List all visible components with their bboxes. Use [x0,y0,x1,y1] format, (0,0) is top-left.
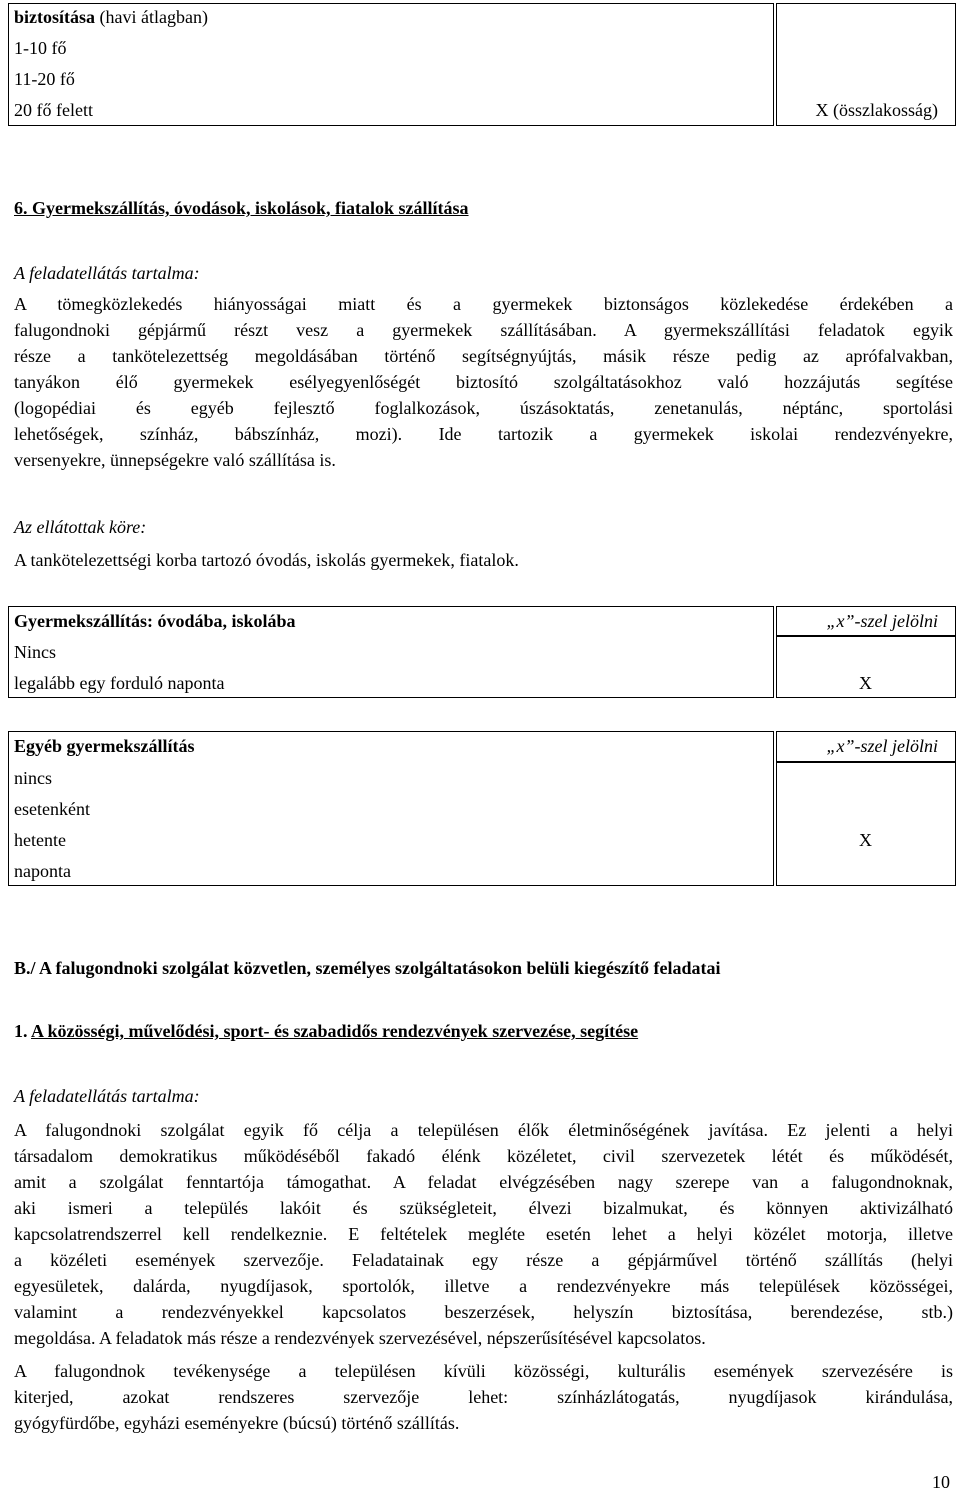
sectionB-p2-line-0: A falugondnok tevékenysége a településen kívüli közösségi, kulturális események szervezésére is [14,1361,953,1381]
sectionB-p1-line-5: a közéleti események szervezője. Feladatainak egy része a gépjárművel történő szállítás (helyi [14,1250,953,1270]
section6-content-label: A feladatellátás tartalma: [14,263,200,283]
sectionB-p1-line-6: egyesületek, dalárda, nyugdíjasok, sportolók, illetve a rendezvényekre más települések közösségei, [14,1276,953,1296]
sectionB-p1-line-2: amit a szolgálat fenntartója támogathat. A feladat elvégzésében nagy szerepe van a falugondnoknak, [14,1172,953,1192]
section6-line-5: lehetőségek, színház, bábszínház, mozi). Ide tartozik a gyermekek iskolai rendezvényekre, [14,424,953,444]
served-label: Az ellátottak köre: [14,517,147,537]
top-table-row-1: 1-10 fő [14,38,67,58]
sectionB-p1-line-7: valamint a rendezvényekkel kapcsolatos beszerzések, helyszín biztosítása, berendezése, stb.) [14,1302,953,1322]
sectionB-subheading [14,1018,638,1044]
top-table-mark: X (összlakosság) [815,100,938,120]
top-table-row-0: biztosítása (havi átlagban) [14,7,208,27]
sectionB-sub-number: 1. [14,1021,28,1041]
sectionB-content-label: A feladatellátás tartalma: [14,1086,200,1106]
transport-table-2-row-3: naponta [14,861,71,881]
section6-line-0: A tömegközlekedés hiányosságai miatt és a gyermekek biztonságos közlekedése érdekében a [14,294,953,314]
section6-line-2: része a tankötelezettség megoldásában történő segítségnyújtás, másik része pedig az aprófalvakban, [14,346,953,366]
sectionB-p2-line-2: gyógyfürdőbe, egyházi eseményekre (búcsú) történő szállítás. [14,1413,460,1433]
transport-table-1-row-1: legalább egy forduló naponta [14,673,225,693]
sectionB-p1-line-8: megoldása. A feladatok más része a rendezvények szervezésével, népszerűsítésével kapcsolatos. [14,1328,706,1348]
transport-table-2-right-bottom [776,762,956,886]
transport-table-1-mark-header: „x”-szel jelölni [826,611,938,631]
transport-table-2-mark-header: „x”-szel jelölni [826,736,938,756]
sectionB-p1-line-0: A falugondnoki szolgálat egyik fő célja a településen élők életminőségének javítása. Ez jelenti a helyi [14,1120,953,1140]
section6-line-3: tanyákon élő gyermekek esélyegyenlőségét biztosító szolgáltatásokhoz való hozzájutás segítése [14,372,953,392]
sectionB-sub-title: A közösségi, művelődési, sport- és szabadidős rendezvények szervezése, segítése [31,1021,639,1041]
sectionB-p1-line-3: aki ismeri a település lakóit és szükségleteit, élvezi bizalmukat, és könnyen aktivizálható [14,1198,953,1218]
transport-table-1-row-0: Nincs [14,642,56,662]
sectionB-heading: B./ A falugondnoki szolgálat közvetlen, személyes szolgáltatásokon belüli kiegészítő feladatai [14,958,721,978]
transport-table-2-row-2: hetente [14,830,66,850]
top-table-row-3: 20 fő felett [14,100,93,120]
transport-table-2-row-1: esetenként [14,799,90,819]
section6-line-1: falugondnoki gépjármű részt vesz a gyermekek szállításában. A gyermekszállítási feladatok egyik [14,320,953,340]
transport-table-2-header: Egyéb gyermekszállítás [14,736,195,756]
section6-line-4: (logopédiai és egyéb fejlesztő foglalkozások, úszásoktatás, zenetanulás, néptánc, sportolási [14,398,953,418]
served-text: A tankötelezettségi korba tartozó óvodás, iskolás gyermekek, fiatalok. [14,550,519,570]
transport-table-1-header: Gyermekszállítás: óvodába, iskolába [14,611,296,631]
page-number: 10 [932,1472,950,1492]
section6-heading: 6. Gyermekszállítás, óvodások, iskolások, fiatalok szállítása [14,198,469,218]
sectionB-p1-line-4: kapcsolatrendszerrel kell rendelkeznie. E feltételek megléte esetén lehet a helyi közélet motorja, illetve [14,1224,953,1244]
top-table-row-2: 11-20 fő [14,69,75,89]
transport-table-1-mark: X [859,673,872,693]
transport-table-2-mark: X [859,830,872,850]
section6-line-6: versenyekre, ünnepségekre való szállítása is. [14,450,336,470]
sectionB-p1-line-1: társadalom demokratikus működéséből fakadó élénk közéletet, civil szervezetek létét és működését, [14,1146,953,1166]
transport-table-2-row-0: nincs [14,768,52,788]
sectionB-p2-line-1: kiterjed, azokat rendszeres szervezője lehet: színházlátogatás, nyugdíjasok kirándulása, [14,1387,953,1407]
